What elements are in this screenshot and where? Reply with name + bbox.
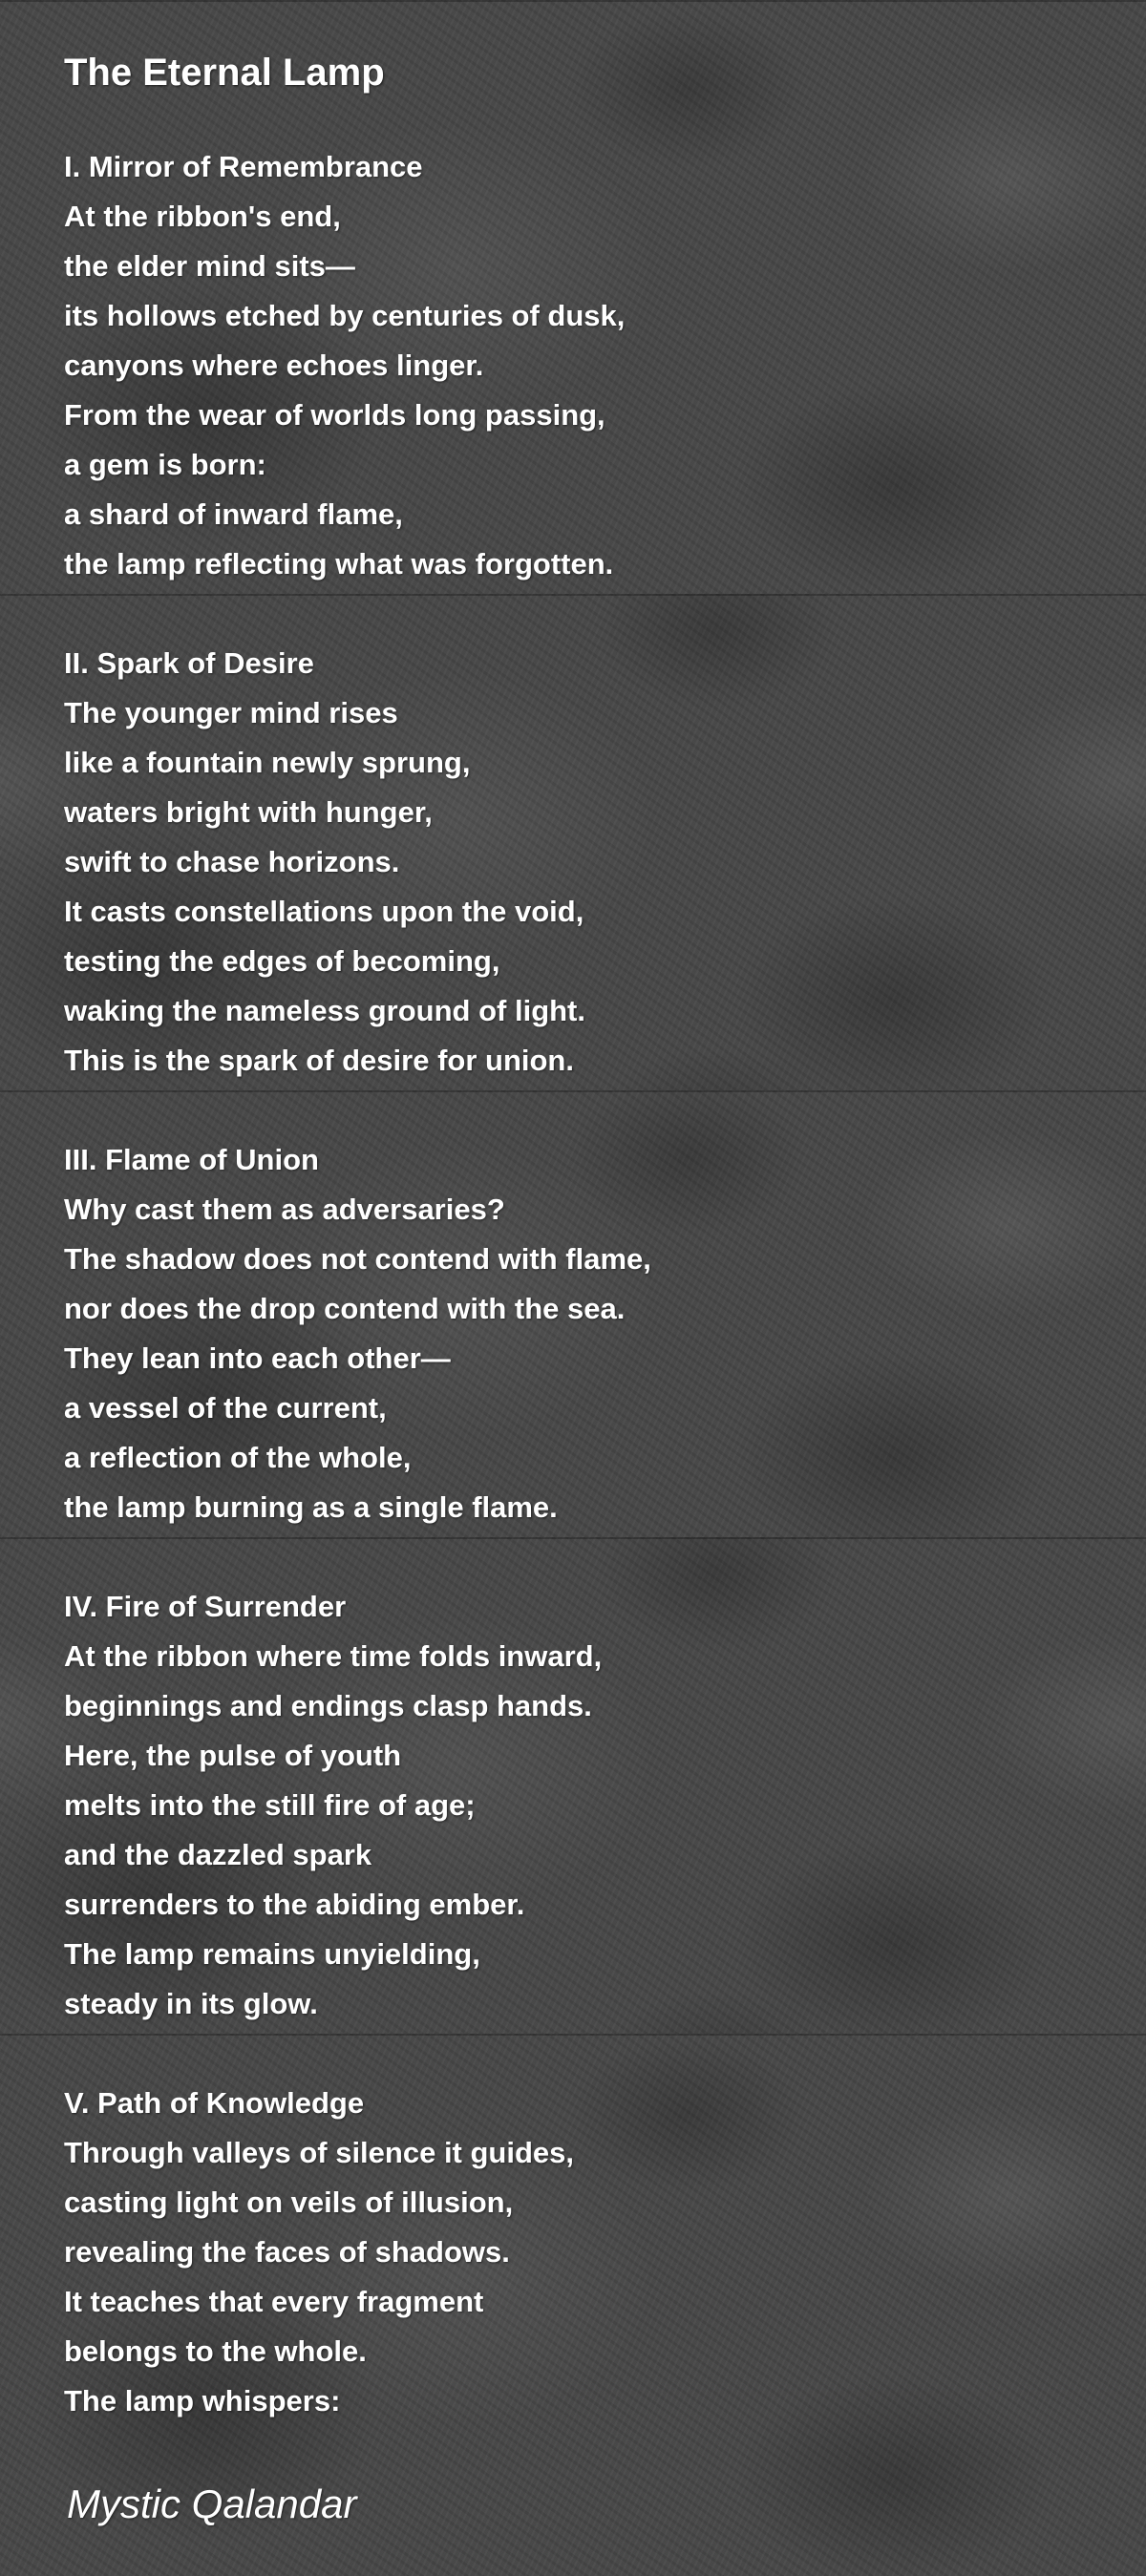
poem-line: the elder mind sits— <box>64 249 355 283</box>
poem-line: its hollows etched by centuries of dusk, <box>64 299 626 332</box>
poem-line: The younger mind rises <box>64 696 398 729</box>
poem-line: like a fountain newly sprung, <box>64 746 471 779</box>
poem-line: casting light on veils of illusion, <box>64 2185 514 2219</box>
poem-line: The lamp remains unyielding, <box>64 1937 480 1971</box>
poem-line: It casts constellations upon the void, <box>64 895 584 928</box>
poem-line: the lamp reflecting what was forgotten. <box>64 547 614 581</box>
stanza <box>64 142 625 589</box>
poem-line: and the dazzled spark <box>64 1838 372 1871</box>
poem-line: testing the edges of becoming, <box>64 944 500 978</box>
poem-title: The Eternal Lamp <box>64 52 385 94</box>
poem-line: This is the spark of desire for union. <box>64 1044 574 1077</box>
poem-line: They lean into each other— <box>64 1341 451 1375</box>
poem-line: Here, the pulse of youth <box>64 1739 402 1772</box>
stanza-heading: V. Path of Knowledge <box>64 2086 365 2120</box>
poem-line: surrenders to the abiding ember. <box>64 1888 525 1921</box>
author-name: Mystic Qalandar <box>67 2481 357 2526</box>
stanza-heading: I. Mirror of Remembrance <box>64 150 423 183</box>
poem-line: It teaches that every fragment <box>64 2285 484 2318</box>
stanza-heading: II. Spark of Desire <box>64 646 314 680</box>
poem-line: a gem is born: <box>64 448 266 481</box>
poem-line: melts into the still fire of age; <box>64 1788 476 1822</box>
poem-line: From the wear of worlds long passing, <box>64 398 605 432</box>
poem-line: waters bright with hunger, <box>64 795 433 829</box>
poem-line: Through valleys of silence it guides, <box>64 2136 575 2169</box>
poem-line: the lamp burning as a single flame. <box>64 1490 558 1524</box>
stanza <box>64 1582 602 2029</box>
poem-line: revealing the faces of shadows. <box>64 2235 510 2269</box>
stanza-heading: IV. Fire of Surrender <box>64 1590 347 1623</box>
poem-line: Why cast them as adversaries? <box>64 1193 505 1226</box>
poem-line: The lamp whispers: <box>64 2384 341 2418</box>
poem-line: waking the nameless ground of light. <box>64 994 585 1027</box>
poem-line: canyons where echoes linger. <box>64 348 484 382</box>
poem-line: The shadow does not contend with flame, <box>64 1242 651 1276</box>
stanza <box>64 639 585 1086</box>
poem-line: steady in its glow. <box>64 1987 318 2020</box>
poem-line: belongs to the whole. <box>64 2334 367 2368</box>
poem-line: swift to chase horizons. <box>64 845 400 878</box>
poem-line: At the ribbon's end, <box>64 200 341 233</box>
stanza <box>64 2079 574 2426</box>
poem-line: At the ribbon where time folds inward, <box>64 1639 603 1673</box>
poem-line: a shard of inward flame, <box>64 497 403 531</box>
stanza-heading: III. Flame of Union <box>64 1143 319 1176</box>
stanza <box>64 1135 651 1532</box>
poem-line: a vessel of the current, <box>64 1391 387 1425</box>
poem-line: a reflection of the whole, <box>64 1441 412 1474</box>
poem-line: beginnings and endings clasp hands. <box>64 1689 592 1722</box>
poem-line: nor does the drop contend with the sea. <box>64 1292 626 1325</box>
